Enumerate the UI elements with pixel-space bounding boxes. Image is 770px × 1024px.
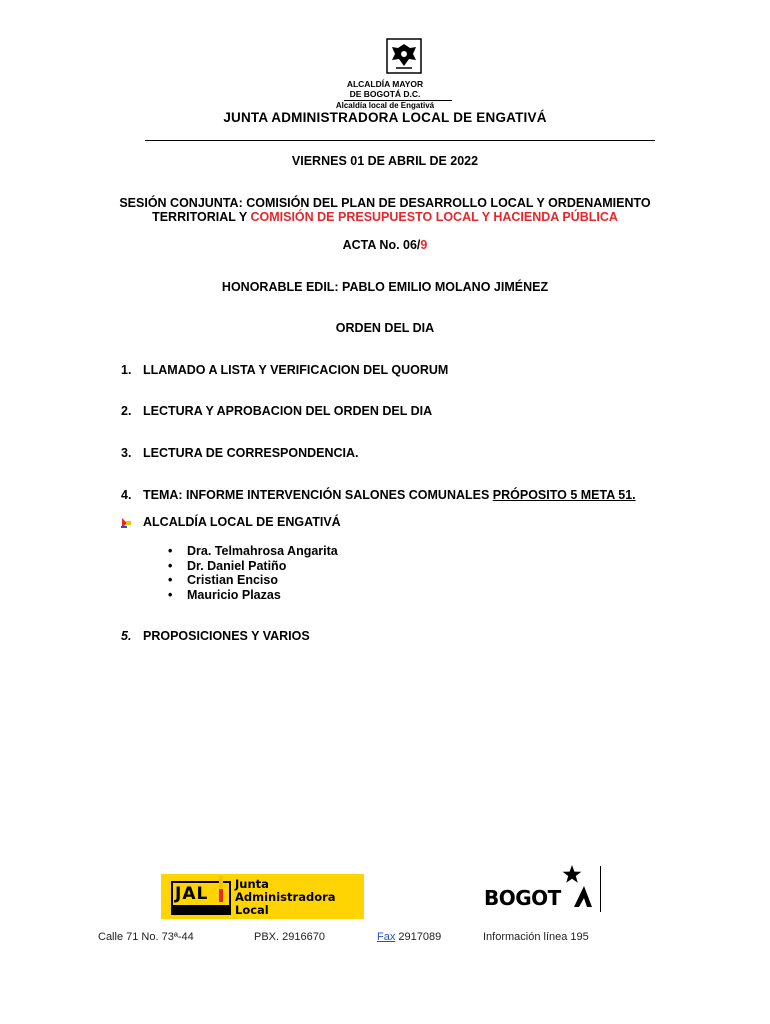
agenda-item-text: LECTURA Y APROBACION DEL ORDEN DEL DIA: [143, 404, 433, 418]
fax-link[interactable]: Fax: [377, 931, 396, 943]
accent-a-icon: [572, 884, 594, 908]
list-item: [168, 588, 281, 602]
list-item: [168, 573, 278, 587]
session-title-line-1: SESIÓN CONJUNTA: COMISIÓN DEL PLAN DE DESARROLLO LOCAL Y ORDENAMIENTO: [119, 196, 651, 210]
acta-red-number: 9: [420, 238, 428, 252]
alcaldia-local-label: Alcaldía local de Engativá: [335, 101, 435, 110]
jal-word: Junta: [235, 877, 269, 891]
fax-number: 2917089: [395, 931, 442, 943]
session-title-line-2: [0, 210, 770, 224]
bogota-logo-word: BOGOT: [484, 886, 561, 910]
agenda-item-purpose: PRÓPOSITO 5 META 51.: [492, 488, 636, 502]
agenda-item-text: LLAMADO A LISTA Y VERIFICACION DEL QUORUM: [143, 363, 449, 377]
session-date: VIERNES 01 DE ABRIL DE 2022: [291, 154, 479, 168]
agenda-item: [121, 404, 432, 418]
session-title-red-part: COMISIÓN DE PRESUPUESTO LOCAL Y HACIENDA PÚBLICA: [250, 210, 618, 224]
honorable-edil: HONORABLE EDIL: PABLO EMILIO MOLANO JIMÉNEZ: [221, 280, 549, 294]
jal-logo-strip: [173, 905, 229, 913]
bullet: •: [168, 573, 173, 587]
acta-number: [0, 238, 770, 252]
alcaldia-local-heading: ALCALDÍA LOCAL DE ENGATIVÁ: [143, 515, 341, 529]
jal-logo-letters: JAL: [175, 884, 209, 904]
jal-word: Administradora: [235, 890, 336, 904]
footer-info-line: Información línea 195: [483, 931, 589, 943]
person-name: Mauricio Plazas: [187, 588, 281, 602]
person-name: Cristian Enciso: [187, 573, 278, 587]
footer-address: Calle 71 No. 73ª-44: [98, 931, 194, 943]
person-name: Dr. Daniel Patiño: [187, 559, 287, 573]
bullet: •: [168, 588, 173, 602]
agenda-item-number: 1.: [121, 363, 132, 377]
list-item: [168, 559, 286, 573]
alcaldia-line-1: ALCALDÍA MAYOR: [346, 79, 424, 89]
agenda-item: [121, 363, 448, 377]
bullet: •: [168, 559, 173, 573]
list-item: [168, 544, 338, 558]
flag-icon: [219, 876, 223, 902]
bogota-logo: [484, 864, 604, 914]
footer-fax: [377, 931, 441, 943]
bogota-seal-icon: [386, 38, 422, 76]
jal-logo-words: [235, 878, 336, 917]
header-divider: [145, 140, 655, 141]
jal-logo: [161, 874, 364, 919]
agenda-item-text: LECTURA DE CORRESPONDENCIA.: [143, 446, 359, 460]
session-title-black-part: TERRITORIAL Y: [152, 210, 251, 224]
footer-pbx: PBX. 2916670: [254, 931, 325, 943]
agenda-item-number: 5.: [121, 629, 132, 643]
person-name: Dra. Telmahrosa Angarita: [187, 544, 338, 558]
agenda-item: [121, 488, 636, 502]
agenda-item-text: PROPOSICIONES Y VARIOS: [143, 629, 310, 643]
agenda-item-number: 2.: [121, 404, 132, 418]
document-title: JUNTA ADMINISTRADORA LOCAL DE ENGATIVÁ: [223, 110, 547, 125]
agenda-heading: ORDEN DEL DIA: [335, 321, 435, 335]
bullet: •: [168, 544, 173, 558]
agenda-item-text: TEMA: INFORME INTERVENCIÓN SALONES COMUNALES: [143, 488, 493, 502]
arrow-bullet-icon: [120, 517, 132, 529]
acta-label: ACTA No. 06/: [342, 238, 421, 252]
agenda-item-number: 3.: [121, 446, 132, 460]
agenda-item: [121, 629, 310, 643]
jal-word: Local: [235, 903, 269, 917]
alcaldia-line-2: DE BOGOTÁ D.C.: [349, 89, 421, 99]
agenda-item: [121, 446, 359, 460]
agenda-item-number: 4.: [121, 488, 132, 502]
star-icon: [562, 864, 582, 886]
bogota-logo-divider: [600, 866, 601, 912]
